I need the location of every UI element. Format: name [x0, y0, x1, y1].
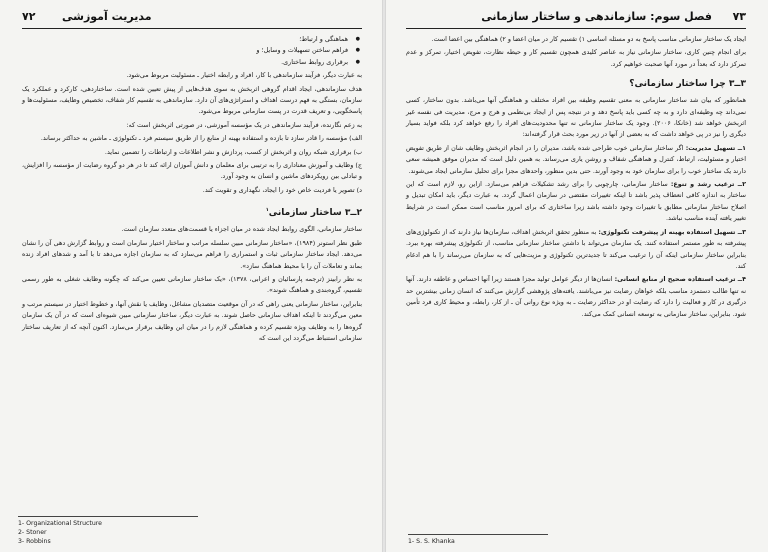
section-heading-text: ۲ــ۳ ساختار سازمانی — [268, 208, 362, 219]
left-page-header — [22, 10, 362, 29]
item-lead: ۳ــ تسهیل استفاده بهینه از پیشرفت تکنولوژی: — [598, 227, 746, 236]
section-heading: ۳ــ۳ چرا ساختار سازمانی؟ — [629, 79, 746, 90]
paragraph: برای انجام چنین کاری، ساختار سازمانی نیاز به عناصر کلیدی همچون تقسیم کار و حیطه نظارت، تفویض اختیار، تمرکز و عدم تمرکز دارد که بعداً در مورد آنها صحبت خواهیم کرد. — [406, 48, 746, 68]
paragraph: همانطور که بیان شد ساختار سازمانی به معنی تقسیم وظیفه بین افراد مختلف و هماهنگی آنها می‌باشد. بدون ساختار، کسی نمی‌داند چه وظیفه‌ای دارد و به چه کسی باید پاسخ دهد و در نتیجه پس از ایجاد بی‌نظمی و هرج و مرج، مدیریت فی نفسه غیر اثربخش خواهد شد (خانکا، ۲۰۰۶). وجود یک ساختار سازمانی نه تنها محدودیت‌های افراد را رفع خواهد کرد بلکه فواید بسیار دیگری را نیز در پی خواهد داشت که به بعضی از آنها در زیر مورد بحث قرار گرفته‌اند: — [406, 96, 746, 139]
item-text: به منظور تحقق اثربخش اهداف، سازمان‌ها نیاز دارند که از تکنولوژی‌های پیشرفته به طور مستمر استفاده کنند. یک سازمان می‌تواند با داشتن ساختار سازمانی مناسب، از تکنولوژی پیشرفته بهره ببرد. بنابراین ساختار سازمانی اینکه آن را ترغیب می‌کند تا جدیدترین تکنولوژی و مزیت‌هایی که به سازمان می‌رساند را با هم ادغام کند. — [406, 227, 746, 270]
item-text: انسان‌ها از دیگر عوامل تولید مجزا هستند زیرا آنها احساس و عاطفه دارند. آنها نه تنها طالب دستمزد مناسب بلکه خواهان رضایت نیز می‌باشند. یافته‌های پژوهشی گزارش می‌کنند که انسان زمانی بیشترین حد درگیری در کار و فعالیت را دارد که رضایت او در حداکثر رضایت ـ به ویژه نوع روانی آن ـ از کار، رابطه، و محیط کاری فرد تأمین شود. بنابراین، ساختار سازمانی به توسعه انسانی کمک می‌کند. — [406, 275, 746, 318]
item-text: اگر ساختار سازمانی خوب طراحی شده باشد، مدیران را در انجام اثربخش وظایف شان از طریق تفویض اختیار و مسئولیت، ارتباط، کنترل و هماهنگی شفاف و روشن یاری می‌رساند. به همین دلیل است که مدیران موفق همیشه سعی دارند یک ساختار خوب را برای سازمان خود به وجود آورند. حتی بدین منظور، واحدهای مجزا برای تحلیل سازمانی ایجاد می‌شوند. — [406, 143, 746, 175]
numbered-item — [406, 143, 746, 177]
footnotes — [408, 534, 548, 546]
footnote: 2- Stoner — [18, 529, 47, 536]
numbered-item — [406, 274, 746, 320]
footnotes — [18, 516, 198, 546]
paragraph: هدف سازماندهی، ایجاد اقدام گروهی اثربخش به سوی هدف‌هایی از پیش تعیین شده است. ساختاردهی، کارکرد و عملکرد یک سازمان، بستگی به فهم درست اهداف و استراتژی‌های آن دارد. سازماندهی به تقسیم کار شفاف، تخصیص وظایف، مسئولیت‌ها و پاسخگویی، و تعریف قدرت در پست سازمانی مربوط می‌شود. — [22, 84, 362, 116]
paragraph: ب) برقراری شبکه روان و اثربخش از کسب، پردازش و نشر اطلاعات و ارتباطات را تضمین نماید. — [104, 147, 362, 156]
footnote: 1- S. S. Khanka — [408, 538, 455, 545]
paragraph: به نظر رابینز (ترجمه پارسائیان و اعرابی، ۱۳۷۸)، «یک ساختار سازمانی تعیین می‌کند که چگونه وظایف شغلی به طور رسمی تقسیم، گروه‌بندی و هماهنگ شوند». — [22, 274, 362, 295]
item-lead: ۱ــ تسهیل مدیریت: — [685, 143, 746, 152]
right-running-title: فصل سوم: سازماندهی و ساختار سازمانی — [481, 10, 712, 23]
numbered-item — [406, 179, 746, 225]
bullet-item: ● فراهم ساختن تسهیلات و وسایل؛ و — [22, 45, 348, 56]
section-heading — [22, 202, 362, 221]
bullet-list — [22, 34, 362, 68]
paragraph: به زعم نگارنده، فرآیند سازماندهی در یک مؤسسه آموزشی، در صورتی اثربخش است که: — [126, 120, 362, 129]
paragraph: ساختار سازمانی، الگوی روابط ایجاد شده در میان اجزاء یا قسمت‌های متعدد سازمان است. — [121, 225, 362, 234]
paragraph: ج) وظایف و آموزش معناداری را به ترتیبی برای معلمان و دانش آموزان ارائه کند تا در هر دو گروه رضایت از مؤسسه را افزایش، و تبادلی بین رویکردهای ماشین و انسان به وجود آورد. — [22, 161, 362, 181]
item-lead: ۲ــ ترغیب رشد و تنوع: — [670, 180, 746, 189]
item-lead: ۴ــ ترغیب استفاده صحیح از منابع انسانی: — [614, 275, 746, 284]
right-page-header — [406, 10, 746, 29]
footnote: 3- Robbins — [18, 538, 51, 545]
numbered-item — [406, 227, 746, 273]
paragraph: د) تصویر یا فرديت خاص خود را ایجاد، نگهداری و تقویت کند. — [202, 185, 362, 194]
bullet-item: ● برقراری روابط ساختاری. — [22, 57, 348, 68]
paragraph: بنابراین، ساختار سازمانی یعنی راهی که در آن موقعیت متصدیان مشاغل، وظایف یا نقش آنها، و خطوط اختیار در سیستم مرتب و معین می‌گردند تا اینکه اهداف سازمانی حاصل شوند. به عبارت دیگر، ساختار سازمانی مبین شیوه‌ای است که در آن یک سازمان گروه‌ها را به وظایف ویژه تقسیم کرده و هماهنگی لازم را در میان این وظایف برقرار می‌سازد. اکنون آنچه که از تعاریف ساختار سازمانی استنباط می‌گردد این است که — [22, 299, 362, 342]
left-running-title: مدیریت آموزشی — [62, 10, 152, 23]
right-page — [384, 0, 768, 552]
paragraph: الف) مؤسسه را قادر سازد تا بازده و استفاده بهینه از منابع را از طریق سیستم فرد ـ تکنولوژی ـ ماشین به حداکثر برساند. — [40, 134, 362, 143]
paragraph: طبق نظر استونر (۱۹۸۴)، «ساختار سازمانی مبین سلسله مراتب و ساختار اختیار سازمان است و روابط گزارش دهی آن را نشان می‌دهد. ایجاد ساختار سازمانی ثبات و استمراری را فراهم می‌سازد که به سازمان اجازه می‌دهد تا با آمد و شدهای افراد زنده بماند و تعاملات آن را با محیط هماهنگ سازد». — [22, 238, 362, 270]
paragraph: به عبارت دیگر، فرآیند سازماندهی با کار، افراد و رابطه اختیار ـ مسئولیت مربوط می‌شود. — [126, 71, 362, 80]
left-page-number: ۷۲ — [22, 10, 36, 23]
footnote-mark: ۱ — [265, 207, 269, 214]
paragraph: ایجاد یک ساختار سازمانی مناسب پاسخ به دو مسئله اساسی ۱) تقسیم کار در میان اعضا و ۲) هماهنگی بین اعضا است. — [431, 35, 746, 43]
right-page-body — [406, 34, 746, 322]
bullet-item: ● هماهنگی و ارتباط؛ — [22, 34, 348, 45]
footnote: 1- Organizational Structure — [18, 520, 102, 527]
item-text: ساختار سازمانی، چارچوبی را برای رشد تشکیلات فراهم می‌سازد. ازاین رو، لازم است که این ساختار به اندازه کافی انعطاف پذیر باشد تا اینکه تغییرات مقتضی در سازمان اعمال گردد. به عبارت دیگر، باید امکان تبدیل و اصلاح ساختار سازمانی مطابق با تغییرات وجود داشته باشد زیرا ساختاری که برای امروز مناسب است ممکن است در شرایط تغییر یافته آینده مناسب نباشد. — [406, 180, 746, 223]
left-page-body — [22, 34, 362, 346]
right-page-number: ۷۳ — [732, 10, 746, 23]
